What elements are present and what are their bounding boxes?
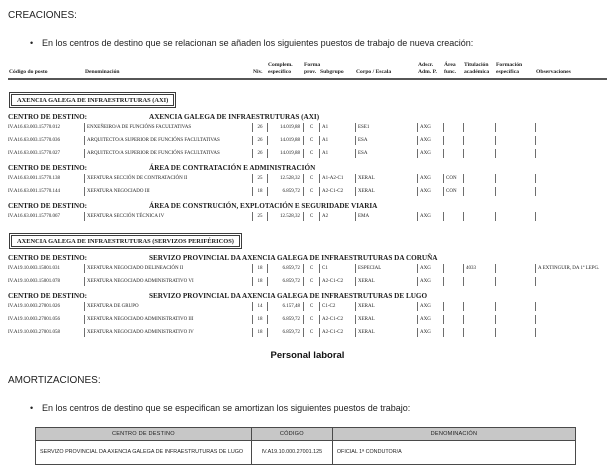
- section-box-label: AXENCIA GALEGA DE INFRAESTRUTURAS (AXI): [11, 94, 174, 106]
- amortizaciones-bullet-line: [30, 403, 607, 414]
- position-row: [8, 123, 607, 132]
- column-header-line1: Área: [444, 61, 456, 68]
- column-header-line1: [253, 62, 266, 69]
- cell-complem: 6.859,72: [267, 187, 303, 196]
- amort-cell-centro: SERVIZO PROVINCIAL DA AXENCIA GALEGA DE INFRAESTRUTURAS DE LUGO: [36, 440, 252, 464]
- cell-codigo: IV.A19.10.003.15001.078: [8, 279, 60, 285]
- cell-codigo: IV.A16.63.003.15770.012: [8, 125, 60, 131]
- column-header-line2: Corpo / Escala: [356, 68, 392, 75]
- cell-corpo-escala: ESE1: [355, 123, 417, 132]
- column-header-line2: prov.: [304, 68, 317, 75]
- cell-adscr-adm: AXG: [417, 277, 443, 286]
- cell-corpo-escala: EMA: [355, 212, 417, 221]
- amort-header-centro: CENTRO DE DESTINO: [36, 427, 252, 440]
- cell-formacion: [495, 149, 535, 158]
- cell-denominacion: XEFATURA SECCIÓN DE CONTRATACIÓN II: [84, 174, 252, 183]
- creaciones-bullet-text: En los centros de destino que se relacionan se añaden los siguientes puestos de trabajo de nueva creación:: [42, 38, 474, 48]
- cell-area-func: [443, 212, 463, 221]
- bullet-icon: •: [30, 402, 34, 413]
- column-header-line1: [85, 62, 251, 69]
- cell-niv: 18: [252, 277, 267, 286]
- cell-codigo: IV.A16.63.003.15770.036: [8, 138, 60, 144]
- column-header-complem: [267, 62, 303, 76]
- cell-titulacion: [463, 315, 495, 324]
- cell-formacion: [495, 302, 535, 311]
- creaciones-bullet-line: [30, 38, 607, 49]
- position-row: [8, 212, 607, 221]
- column-header-line1: Forma: [304, 61, 321, 68]
- position-row: [8, 277, 607, 286]
- cell-forma-prov: C: [303, 264, 319, 273]
- cell-formacion: [495, 174, 535, 183]
- creaciones-title: CREACIONES:: [8, 10, 77, 21]
- cell-subgrupo: A2-C1-C2: [319, 315, 355, 324]
- centro-destino-label: CENTRO DE DESTINO:: [8, 291, 88, 300]
- position-row: [8, 328, 607, 337]
- cell-niv: 26: [252, 123, 267, 132]
- cell-area-func: [443, 328, 463, 337]
- cell-adscr-adm: AXG: [417, 187, 443, 196]
- column-header-niv: [252, 62, 267, 76]
- cell-codigo: IV.A16.63.001.15770.144: [8, 189, 60, 195]
- cell-complem: 14.019,88: [267, 136, 303, 145]
- column-header-corpo-escala: [355, 62, 417, 76]
- cell-adscr-adm: AXG: [417, 174, 443, 183]
- cell-adscr-adm: AXG: [417, 264, 443, 273]
- cell-observaciones: [535, 136, 607, 145]
- amortizaciones-title: AMORTIZACIONES:: [8, 374, 101, 386]
- cell-forma-prov: C: [303, 315, 319, 324]
- column-header-line2: académica: [464, 68, 490, 75]
- cell-adscr-adm: AXG: [417, 136, 443, 145]
- cell-adscr-adm: AXG: [417, 212, 443, 221]
- centro-destino-name: SERVIZO PROVINCIAL DA AXENCIA GALEGA DE INFRAESTRUTURAS DA CORUÑA: [149, 253, 438, 262]
- cell-adscr-adm: AXG: [417, 315, 443, 324]
- cell-titulacion: [463, 174, 495, 183]
- cell-forma-prov: C: [303, 212, 319, 221]
- cell-niv: 26: [252, 136, 267, 145]
- cell-titulacion: [463, 328, 495, 337]
- cell-forma-prov: C: [303, 277, 319, 286]
- cell-subgrupo: A2-C1-C2: [319, 187, 355, 196]
- personal-laboral-heading: Personal laboral: [270, 349, 345, 361]
- cell-area-func: [443, 123, 463, 132]
- cell-niv: 14: [252, 302, 267, 311]
- cell-titulacion: [463, 302, 495, 311]
- cell-forma-prov: C: [303, 149, 319, 158]
- centro-destino-label: CENTRO DE DESTINO:: [8, 163, 88, 172]
- cell-formacion: [495, 277, 535, 286]
- creaciones-table-header: [8, 62, 607, 80]
- cell-niv: 25: [252, 212, 267, 221]
- cell-observaciones: [535, 123, 607, 132]
- cell-niv: 18: [252, 315, 267, 324]
- cell-denominacion: XEFATURA NEGOCIADO DELINEACIÓN II: [84, 264, 252, 273]
- centro-destino-line: [8, 113, 607, 121]
- column-header-line2: Subgrupo: [320, 68, 344, 75]
- column-header-adscr-adm: [417, 62, 443, 76]
- position-row: [8, 302, 607, 311]
- cell-corpo-escala: XERAL: [355, 277, 417, 286]
- column-header-line1: [536, 62, 606, 69]
- cell-subgrupo: A1: [319, 149, 355, 158]
- cell-titulacion: [463, 277, 495, 286]
- cell-niv: 18: [252, 328, 267, 337]
- column-header-line1: Adscr.: [418, 61, 434, 68]
- centro-destino-label: CENTRO DE DESTINO:: [8, 112, 88, 121]
- column-header-line2: Niv.: [253, 68, 263, 75]
- cell-forma-prov: C: [303, 302, 319, 311]
- centro-destino-name: ÁREA DE CONSTRUCIÓN, EXPLOTACIÓN E SEGURIDADE VIARIA: [149, 201, 378, 210]
- cell-formacion: [495, 187, 535, 196]
- cell-formacion: [495, 212, 535, 221]
- cell-complem: 6.859,72: [267, 328, 303, 337]
- cell-denominacion: ARQUITECTO/A SUPERIOR DE FUNCIÓNS FACULTATIVAS: [84, 136, 252, 145]
- position-row: [8, 187, 607, 196]
- cell-complem: 12.528,32: [267, 212, 303, 221]
- cell-titulacion: [463, 212, 495, 221]
- column-header-line2: func.: [444, 68, 456, 75]
- cell-niv: 18: [252, 264, 267, 273]
- position-row: [8, 174, 607, 183]
- cell-observaciones: [535, 315, 607, 324]
- column-header-line1: Titulación: [464, 61, 489, 68]
- column-header-line1: [356, 62, 416, 69]
- cell-niv: 18: [252, 187, 267, 196]
- cell-observaciones: [535, 277, 607, 286]
- amortizaciones-bullet-text: En los centros de destino que se especifican se amortizan los siguientes puestos de trabajo:: [42, 402, 411, 413]
- column-header-line1: [320, 62, 354, 69]
- column-header-line2: Código do posto: [9, 68, 48, 75]
- amort-header-denominacion: DENOMINACIÓN: [332, 427, 575, 440]
- cell-denominacion: XEFATURA NEGOCIADO III: [84, 187, 252, 196]
- cell-corpo-escala: ESA: [355, 136, 417, 145]
- cell-forma-prov: C: [303, 187, 319, 196]
- bullet-icon: •: [30, 38, 34, 48]
- cell-formacion: [495, 264, 535, 273]
- amort-cell-codigo: IV.A19.10.000.27001.125: [251, 440, 332, 464]
- cell-codigo: IV.A19.10.003.27001.058: [8, 330, 60, 336]
- cell-codigo: IV.A16.63.001.15770.138: [8, 176, 60, 182]
- cell-codigo: IV.A19.10.003.27001.026: [8, 304, 60, 310]
- column-header-subgrupo: [319, 62, 355, 76]
- amortizaciones-data-row: [36, 440, 576, 464]
- cell-complem: 12.528,32: [267, 174, 303, 183]
- cell-subgrupo: A1: [319, 123, 355, 132]
- cell-complem: 6.859,72: [267, 264, 303, 273]
- cell-area-func: CON: [443, 187, 463, 196]
- cell-observaciones: [535, 149, 607, 158]
- position-row: [8, 264, 607, 273]
- cell-forma-prov: C: [303, 136, 319, 145]
- column-header-line1: Formación: [496, 61, 523, 68]
- column-header-line2: Denominación: [85, 68, 120, 75]
- column-header-line2: específico: [268, 68, 291, 75]
- column-header-observaciones: [535, 62, 607, 76]
- cell-corpo-escala: XERAL: [355, 187, 417, 196]
- amort-header-codigo: CÓDIGO: [251, 427, 332, 440]
- cell-codigo: IV.A19.10.003.15001.031: [8, 266, 60, 272]
- cell-area-func: [443, 315, 463, 324]
- section-box: [9, 230, 607, 248]
- cell-titulacion: [463, 149, 495, 158]
- position-row: [8, 149, 607, 158]
- cell-subgrupo: A1-A2-C1: [319, 174, 355, 183]
- cell-niv: 26: [252, 149, 267, 158]
- position-row: [8, 136, 607, 145]
- cell-codigo: IV.A19.10.003.27001.056: [8, 317, 60, 323]
- cell-subgrupo: A2-C1-C2: [319, 328, 355, 337]
- cell-observaciones: [535, 174, 607, 183]
- cell-complem: 6.157,48: [267, 302, 303, 311]
- cell-area-func: [443, 136, 463, 145]
- cell-denominacion: XEFATURA NEGOCIADO ADMINISTRATIVO VI: [84, 277, 252, 286]
- cell-corpo-escala: XERAL: [355, 315, 417, 324]
- amort-cell-denominacion: OFICIAL 1ª CONDUTOR/A: [332, 440, 575, 464]
- column-header-line2: específica: [496, 68, 519, 75]
- cell-complem: 6.859,72: [267, 315, 303, 324]
- cell-complem: 14.019,88: [267, 123, 303, 132]
- cell-corpo-escala: XERAL: [355, 302, 417, 311]
- cell-subgrupo: C1-C2: [319, 302, 355, 311]
- column-header-area-func: [443, 62, 463, 76]
- column-header-codigo: [8, 62, 84, 76]
- cell-niv: 25: [252, 174, 267, 183]
- cell-subgrupo: C1: [319, 264, 355, 273]
- cell-adscr-adm: AXG: [417, 149, 443, 158]
- cell-corpo-escala: ESPECIAL: [355, 264, 417, 273]
- cell-forma-prov: C: [303, 328, 319, 337]
- column-header-line1: Complem.: [268, 61, 293, 68]
- creaciones-table-body: [8, 89, 607, 337]
- cell-formacion: [495, 123, 535, 132]
- column-header-line2: Observaciones: [536, 68, 571, 75]
- cell-codigo: IV.A16.63.001.15770.067: [8, 214, 60, 220]
- column-header-denominacion: [84, 62, 252, 76]
- cell-formacion: [495, 315, 535, 324]
- amortizaciones-table: [35, 427, 576, 465]
- cell-titulacion: 4033: [463, 264, 495, 273]
- cell-subgrupo: A2-C1-C2: [319, 277, 355, 286]
- cell-adscr-adm: AXG: [417, 123, 443, 132]
- centro-destino-line: [8, 164, 607, 172]
- cell-complem: 6.859,72: [267, 277, 303, 286]
- cell-subgrupo: A1: [319, 136, 355, 145]
- cell-observaciones: A EXTINGUIR, DA 1ª LEPG.: [535, 264, 607, 273]
- centro-destino-name: ÁREA DE CONTRATACIÓN E ADMINISTRACIÓN: [149, 163, 316, 172]
- amortizaciones-header-row: [36, 427, 576, 440]
- cell-adscr-adm: AXG: [417, 302, 443, 311]
- cell-corpo-escala: XERAL: [355, 328, 417, 337]
- section-box-label: AXENCIA GALEGA DE INFRAESTRUTURAS (SERVIZOS PERIFÉRICOS): [11, 235, 240, 247]
- centro-destino-label: CENTRO DE DESTINO:: [8, 201, 88, 210]
- cell-codigo: IV.A16.63.003.15770.027: [8, 151, 60, 157]
- centro-destino-line: [8, 202, 607, 210]
- column-header-titulacion: [463, 62, 495, 76]
- cell-observaciones: [535, 328, 607, 337]
- cell-formacion: [495, 136, 535, 145]
- cell-complem: 14.019,88: [267, 149, 303, 158]
- cell-titulacion: [463, 136, 495, 145]
- cell-denominacion: XEFATURA NEGOCIADO ADMINISTRATIVO III: [84, 315, 252, 324]
- cell-forma-prov: C: [303, 174, 319, 183]
- cell-area-func: [443, 149, 463, 158]
- cell-titulacion: [463, 123, 495, 132]
- cell-titulacion: [463, 187, 495, 196]
- centro-destino-name: AXENCIA GALEGA DE INFRAESTRUTURAS (AXI): [149, 112, 320, 121]
- cell-denominacion: ENXEÑEIRO/A DE FUNCIÓNS FACULTATIVAS: [84, 123, 252, 132]
- centro-destino-line: [8, 254, 607, 262]
- column-header-forma-prov: [303, 62, 319, 76]
- cell-formacion: [495, 328, 535, 337]
- cell-denominacion: XEFATURA DE GRUPO: [84, 302, 252, 311]
- cell-corpo-escala: XERAL: [355, 174, 417, 183]
- centro-destino-label: CENTRO DE DESTINO:: [8, 253, 88, 262]
- section-box: [9, 89, 607, 107]
- cell-subgrupo: A2: [319, 212, 355, 221]
- centro-destino-name: SERVIZO PROVINCIAL DA AXENCIA GALEGA DE INFRAESTRUTURAS DE LUGO: [149, 291, 428, 300]
- position-row: [8, 315, 607, 324]
- cell-denominacion: XEFATURA NEGOCIADO ADMINISTRATIVO IV: [84, 328, 252, 337]
- cell-area-func: CON: [443, 174, 463, 183]
- column-header-line1: [9, 62, 83, 69]
- cell-area-func: [443, 264, 463, 273]
- cell-denominacion: XEFATURA SECCIÓN TÉCNICA IV: [84, 212, 252, 221]
- cell-corpo-escala: ESA: [355, 149, 417, 158]
- column-header-line2: Adm. P.: [418, 68, 437, 75]
- cell-area-func: [443, 302, 463, 311]
- cell-observaciones: [535, 212, 607, 221]
- cell-denominacion: ARQUITECTO/A SUPERIOR DE FUNCIÓNS FACULTATIVAS: [84, 149, 252, 158]
- cell-forma-prov: C: [303, 123, 319, 132]
- cell-observaciones: [535, 302, 607, 311]
- cell-observaciones: [535, 187, 607, 196]
- cell-area-func: [443, 277, 463, 286]
- column-header-formacion: [495, 62, 535, 76]
- centro-destino-line: [8, 292, 607, 300]
- cell-adscr-adm: AXG: [417, 328, 443, 337]
